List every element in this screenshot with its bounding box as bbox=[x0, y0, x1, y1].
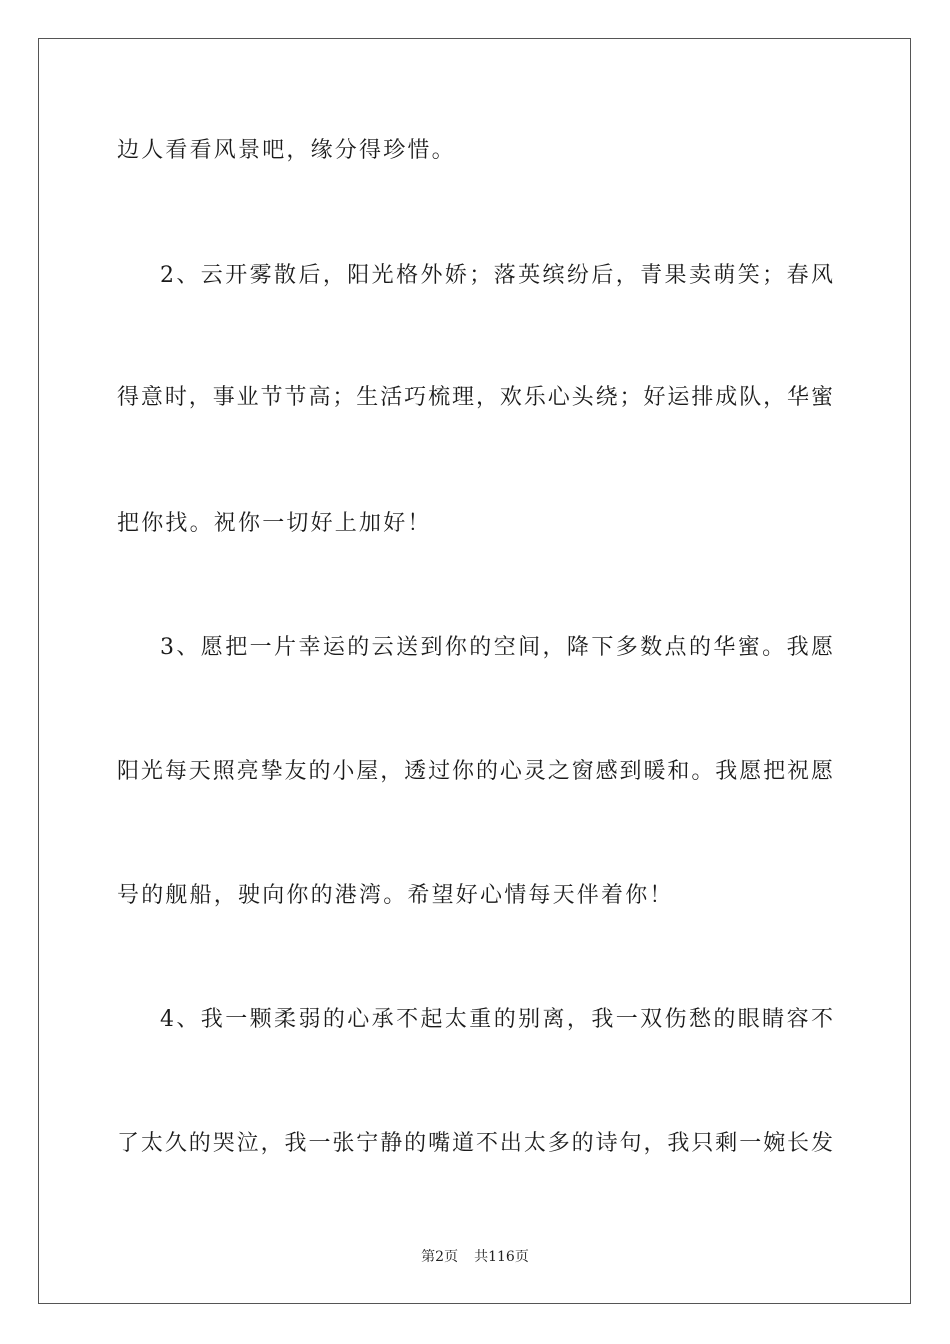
text-line-9: 了太久的哭泣，我一张宁静的嘴道不出太多的诗句，我只剩一婉长发 bbox=[117, 1131, 833, 1156]
text-line-7: 号的舰船，驶向你的港湾。希望好心情每天伴着你！ bbox=[117, 883, 674, 908]
page-number: 第2页 bbox=[421, 1249, 459, 1265]
text-line-3: 得意时，事业节节高；生活巧梳理，欢乐心头绕；好运排成队，华蜜 bbox=[117, 385, 833, 410]
page-footer bbox=[0, 1246, 950, 1266]
text-line-1: 边人看看风景吧，缘分得珍惜。 bbox=[117, 138, 456, 163]
text-line-8: 4、我一颗柔弱的心承不起太重的别离，我一双伤愁的眼睛容不 bbox=[160, 1007, 833, 1032]
text-line-6: 阳光每天照亮挚友的小屋，透过你的心灵之窗感到暖和。我愿把祝愿 bbox=[117, 759, 833, 784]
text-line-4: 把你找。祝你一切好上加好！ bbox=[117, 511, 432, 536]
page-total: 共116页 bbox=[474, 1249, 529, 1265]
page-border bbox=[38, 38, 911, 1304]
text-line-5: 3、愿把一片幸运的云送到你的空间，降下多数点的华蜜。我愿 bbox=[160, 635, 833, 660]
text-line-2: 2、云开雾散后，阳光格外娇；落英缤纷后，青果卖萌笑；春风 bbox=[160, 263, 833, 288]
